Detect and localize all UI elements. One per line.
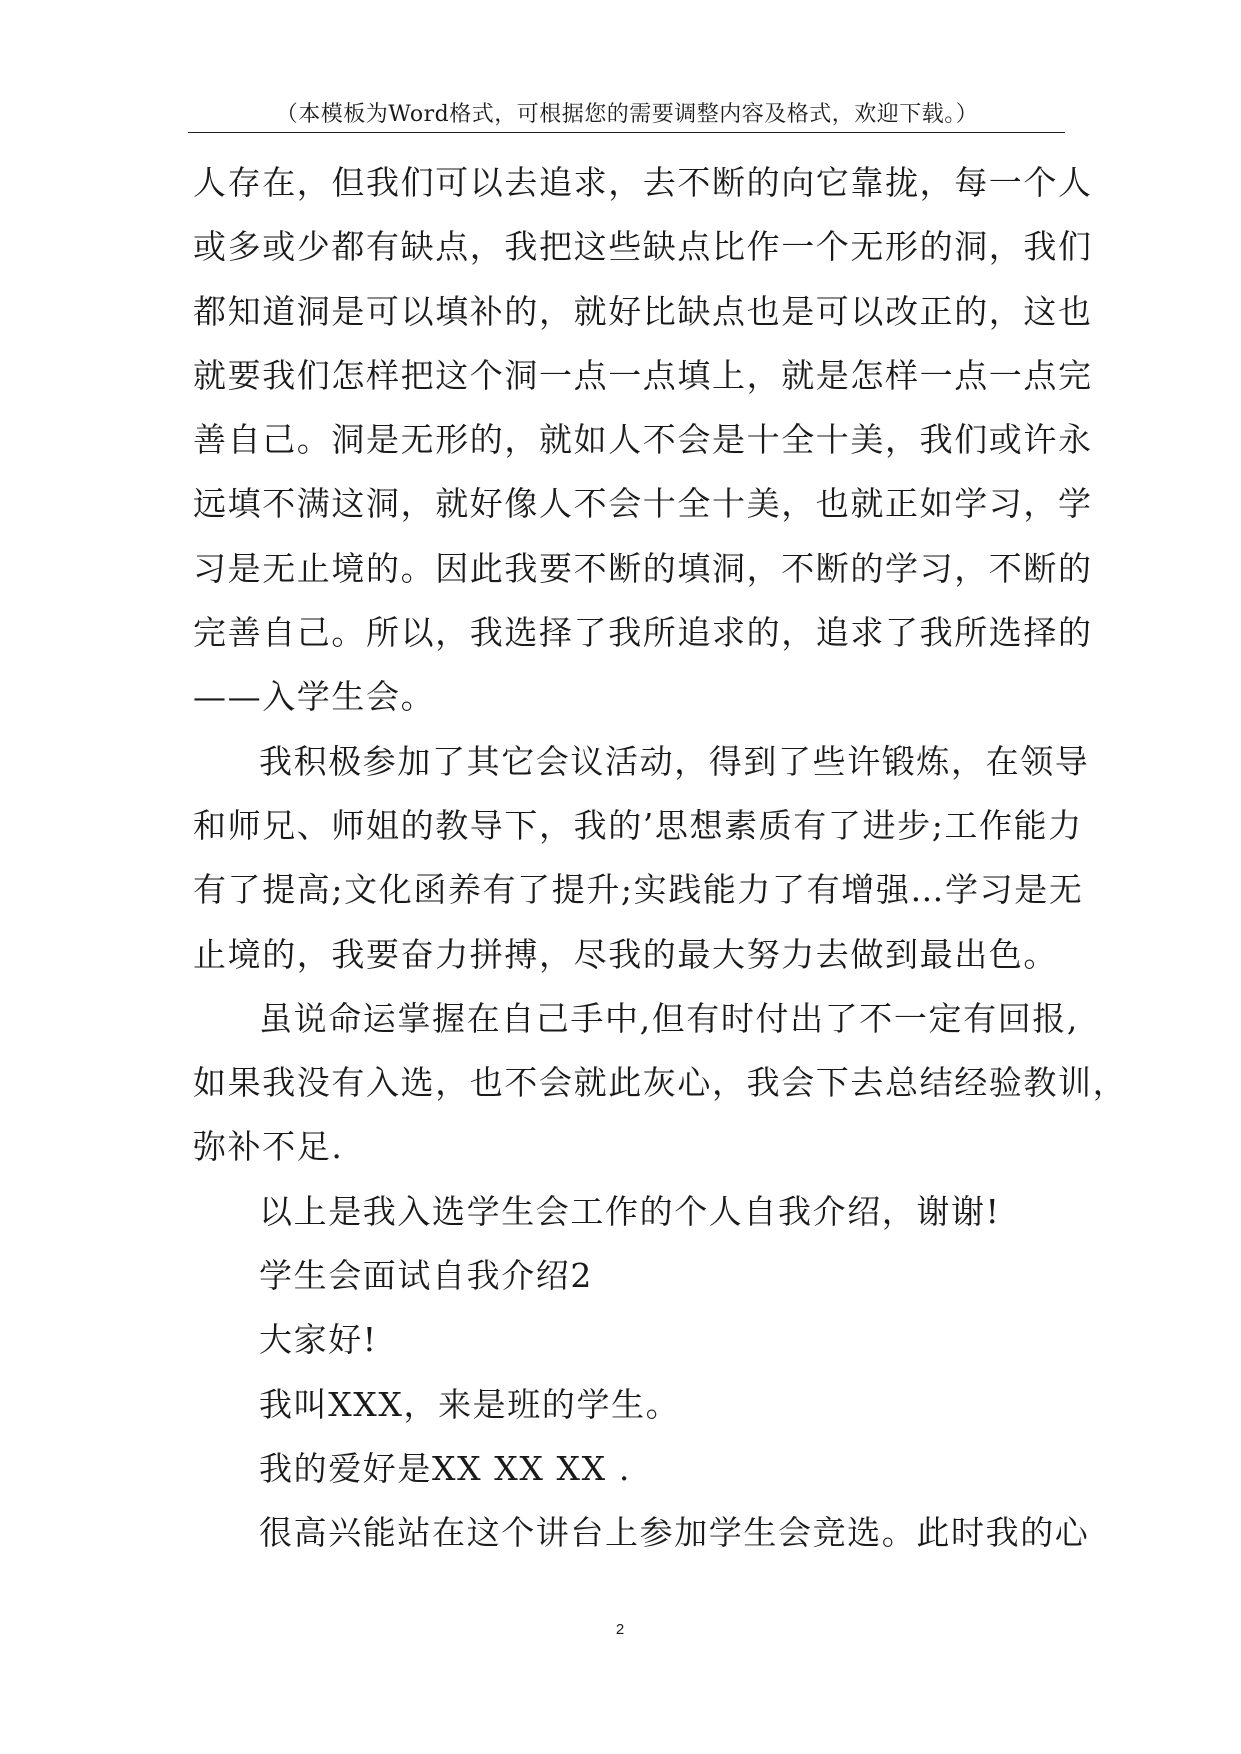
text-line: 虽说命运掌握在自己手中,但有时付出了不一定有回报,: [259, 998, 1079, 1038]
text-line: 以上是我入选学生会工作的个人自我介绍，谢谢!: [259, 1191, 1001, 1231]
text-line: 止境的，我要奋力拼搏，尽我的最大努力去做到最出色。: [193, 934, 1058, 974]
text-line: 我的爱好是XX XX XX .: [259, 1448, 631, 1488]
text-line: 都知道洞是可以填补的，就好比缺点也是可以改正的，这也: [193, 291, 1093, 331]
text-line: 如果我没有入选，也不会就此灰心，我会下去总结经验教训，: [193, 1063, 1128, 1103]
text-line: 大家好!: [259, 1320, 378, 1360]
page-number: 2: [615, 1621, 625, 1638]
page-header: （本模板为Word格式，可根据您的需要调整内容及格式，欢迎下载。）: [275, 102, 979, 127]
text-line: 我积极参加了其它会议活动，得到了些许锻炼，在领导: [259, 741, 1090, 781]
text-line: 人存在，但我们可以去追求，去不断的向它靠拢，每一个人: [193, 163, 1093, 202]
text-line: 或多或少都有缺点，我把这些缺点比作一个无形的洞，我们: [193, 227, 1093, 267]
text-line: ——入学生会。: [193, 677, 436, 717]
text-line: 很高兴能站在这个讲台上参加学生会竞选。此时我的心: [259, 1513, 1090, 1553]
text-line: 学生会面试自我介绍2: [259, 1256, 593, 1296]
text-line: 和师兄、师姐的教导下，我的’思想素质有了进步;工作能力: [193, 805, 1083, 845]
header-divider: [188, 132, 1065, 133]
text-line: 就要我们怎样把这个洞一点一点填上，就是怎样一点一点完: [193, 355, 1093, 395]
text-line: 我叫XXX，来是班的学生。: [259, 1384, 681, 1424]
text-line: 善自己。洞是无形的，就如人不会是十全十美，我们或许永: [193, 420, 1093, 460]
text-line: 弥补不足.: [193, 1127, 344, 1167]
text-line: 远填不满这洞，就好像人不会十全十美，也就正如学习，学: [193, 484, 1093, 524]
text-line: 习是无止境的。因此我要不断的填洞，不断的学习，不断的: [193, 548, 1093, 588]
document-body: [193, 151, 1128, 1566]
text-line: 完善自己。所以，我选择了我所追求的，追求了我所选择的: [193, 613, 1093, 653]
text-line: 有了提高;文化函养有了提升;实践能力了有增强…学习是无: [193, 870, 1084, 910]
